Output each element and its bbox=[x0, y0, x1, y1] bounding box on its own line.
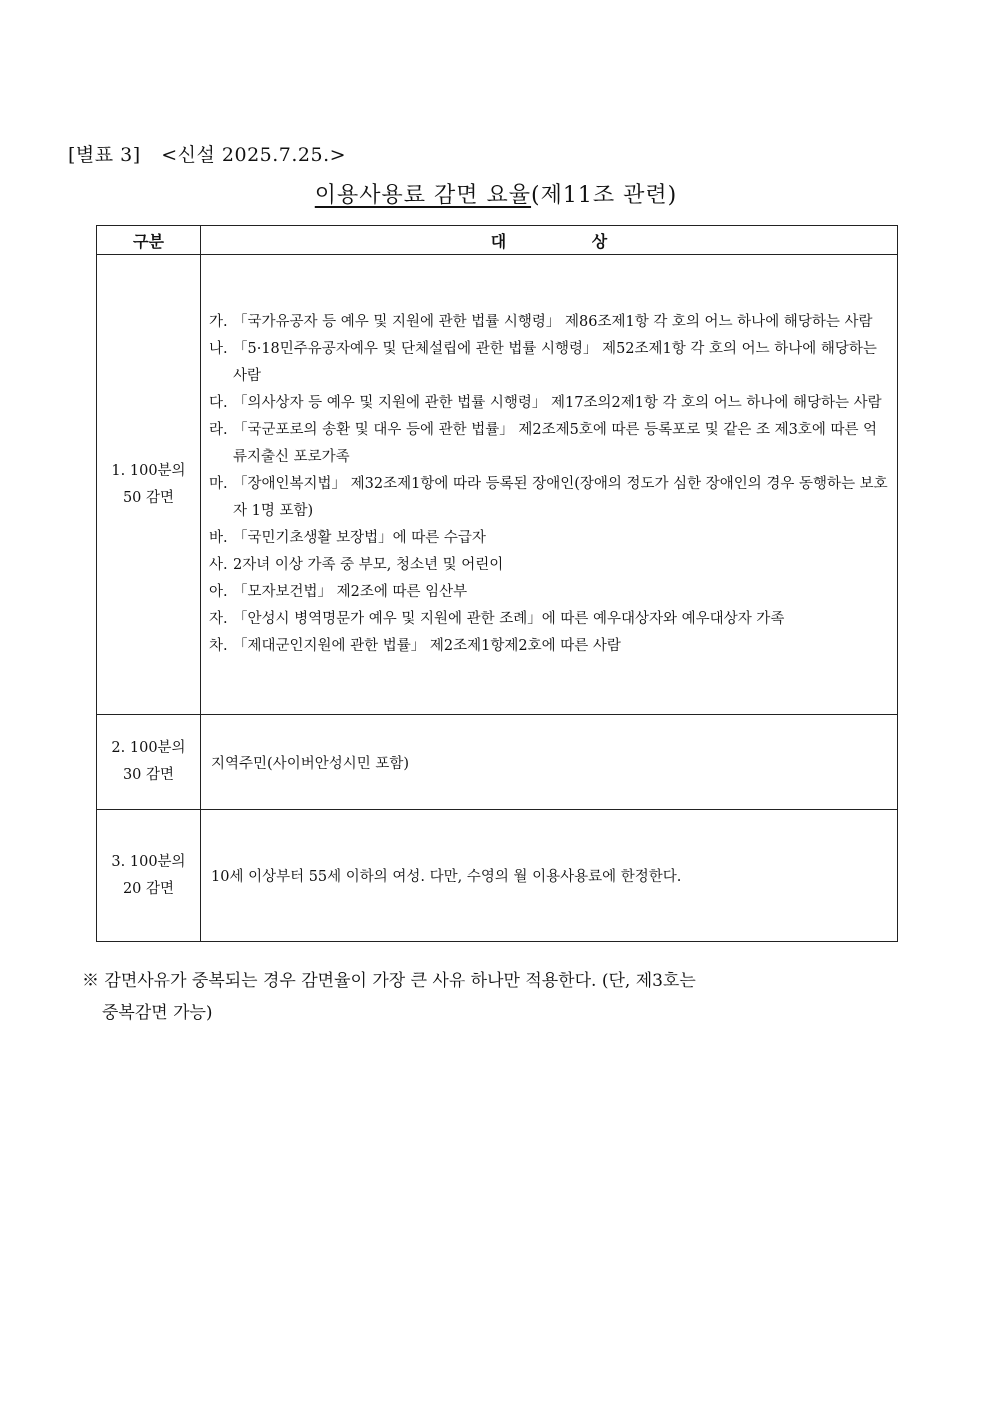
list-item bbox=[209, 309, 889, 336]
list-item bbox=[209, 336, 889, 390]
list-item bbox=[209, 417, 889, 471]
category-line: 20 감면 bbox=[122, 880, 175, 897]
category-cell bbox=[97, 810, 201, 942]
item-marker: 나. bbox=[209, 341, 228, 357]
category-line: 1. 100분의 bbox=[111, 462, 186, 479]
table-header-row bbox=[97, 226, 898, 255]
table-row bbox=[97, 715, 898, 810]
list-item bbox=[209, 633, 889, 660]
list-item bbox=[209, 606, 889, 633]
item-marker: 바. bbox=[209, 530, 228, 546]
item-marker: 차. bbox=[209, 638, 228, 654]
item-text: 「5·18민주유공자예우 및 단체설립에 관한 법률 시행령」 제52조제1항 각 호의 어느 하나에 해당하는 사람 bbox=[233, 341, 877, 384]
target-text-cell: 10세 이상부터 55세 이하의 여성. 다만, 수영의 월 이용사용료에 한정한다. bbox=[201, 810, 898, 942]
document-title bbox=[0, 178, 992, 209]
item-text: 「의사상자 등 예우 및 지원에 관한 법률 시행령」 제17조의2제1항 각 호의 어느 하나에 해당하는 사람 bbox=[233, 395, 882, 411]
header-category: 구분 bbox=[97, 226, 201, 255]
annex-header bbox=[68, 140, 360, 167]
category-line: 2. 100분의 bbox=[111, 740, 186, 756]
list-item bbox=[209, 552, 889, 579]
item-text: 「모자보건법」 제2조에 따른 임산부 bbox=[233, 584, 468, 600]
item-marker: 자. bbox=[209, 611, 228, 627]
title-reference: (제11조 관련) bbox=[531, 183, 678, 208]
item-text: 「국가유공자 등 예우 및 지원에 관한 법률 시행령」 제86조제1항 각 호의 어느 하나에 해당하는 사람 bbox=[233, 314, 873, 330]
category-line: 30 감면 bbox=[122, 767, 175, 783]
item-text: 「제대군인지원에 관한 법률」 제2조제1항제2호에 따른 사람 bbox=[233, 638, 621, 654]
target-list-cell bbox=[201, 255, 898, 715]
table-row bbox=[97, 255, 898, 715]
list-item bbox=[209, 579, 889, 606]
item-marker: 가. bbox=[209, 314, 228, 330]
reduction-rate-table bbox=[96, 225, 898, 942]
item-text: 「장애인복지법」 제32조제1항에 따라 등록된 장애인(장애의 정도가 심한 장애인의 경우 동행하는 보호자 1명 포함) bbox=[233, 476, 888, 519]
item-text: 2자녀 이상 가족 중 부모, 청소년 및 어린이 bbox=[233, 557, 504, 573]
annex-label: [별표 3] bbox=[68, 144, 141, 166]
item-text: 「국군포로의 송환 및 대우 등에 관한 법률」 제2조제5호에 따른 등록포로 및 같은 조 제3호에 따른 억류지출신 포로가족 bbox=[233, 422, 878, 465]
item-marker: 아. bbox=[209, 584, 228, 600]
table-row bbox=[97, 810, 898, 942]
header-target: 대 상 bbox=[201, 226, 898, 255]
footnote bbox=[82, 965, 882, 1029]
item-marker: 라. bbox=[209, 422, 228, 438]
list-item bbox=[209, 390, 889, 417]
category-line: 50 감면 bbox=[122, 489, 175, 506]
amendment-note: <신설 2025.7.25.> bbox=[161, 144, 347, 166]
item-text: 「국민기초생활 보장법」에 따른 수급자 bbox=[233, 530, 486, 546]
item-text: 「안성시 병역명문가 예우 및 지원에 관한 조례」에 따른 예우대상자와 예우대상자 가족 bbox=[233, 611, 785, 627]
category-cell bbox=[97, 255, 201, 715]
footnote-line: 중복감면 가능) bbox=[102, 1003, 213, 1023]
item-marker: 마. bbox=[209, 476, 228, 492]
list-item bbox=[209, 525, 889, 552]
item-marker: 다. bbox=[209, 395, 228, 411]
category-cell bbox=[97, 715, 201, 810]
item-marker: 사. bbox=[209, 557, 228, 573]
title-main: 이용사용료 감면 요율 bbox=[314, 183, 532, 208]
list-item bbox=[209, 471, 889, 525]
target-text-cell: 지역주민(사이버안성시민 포함) bbox=[201, 715, 898, 810]
category-line: 3. 100분의 bbox=[111, 853, 186, 870]
footnote-line: ※ 감면사유가 중복되는 경우 감면율이 가장 큰 사유 하나만 적용한다. (단, 제3호는 bbox=[82, 971, 696, 991]
